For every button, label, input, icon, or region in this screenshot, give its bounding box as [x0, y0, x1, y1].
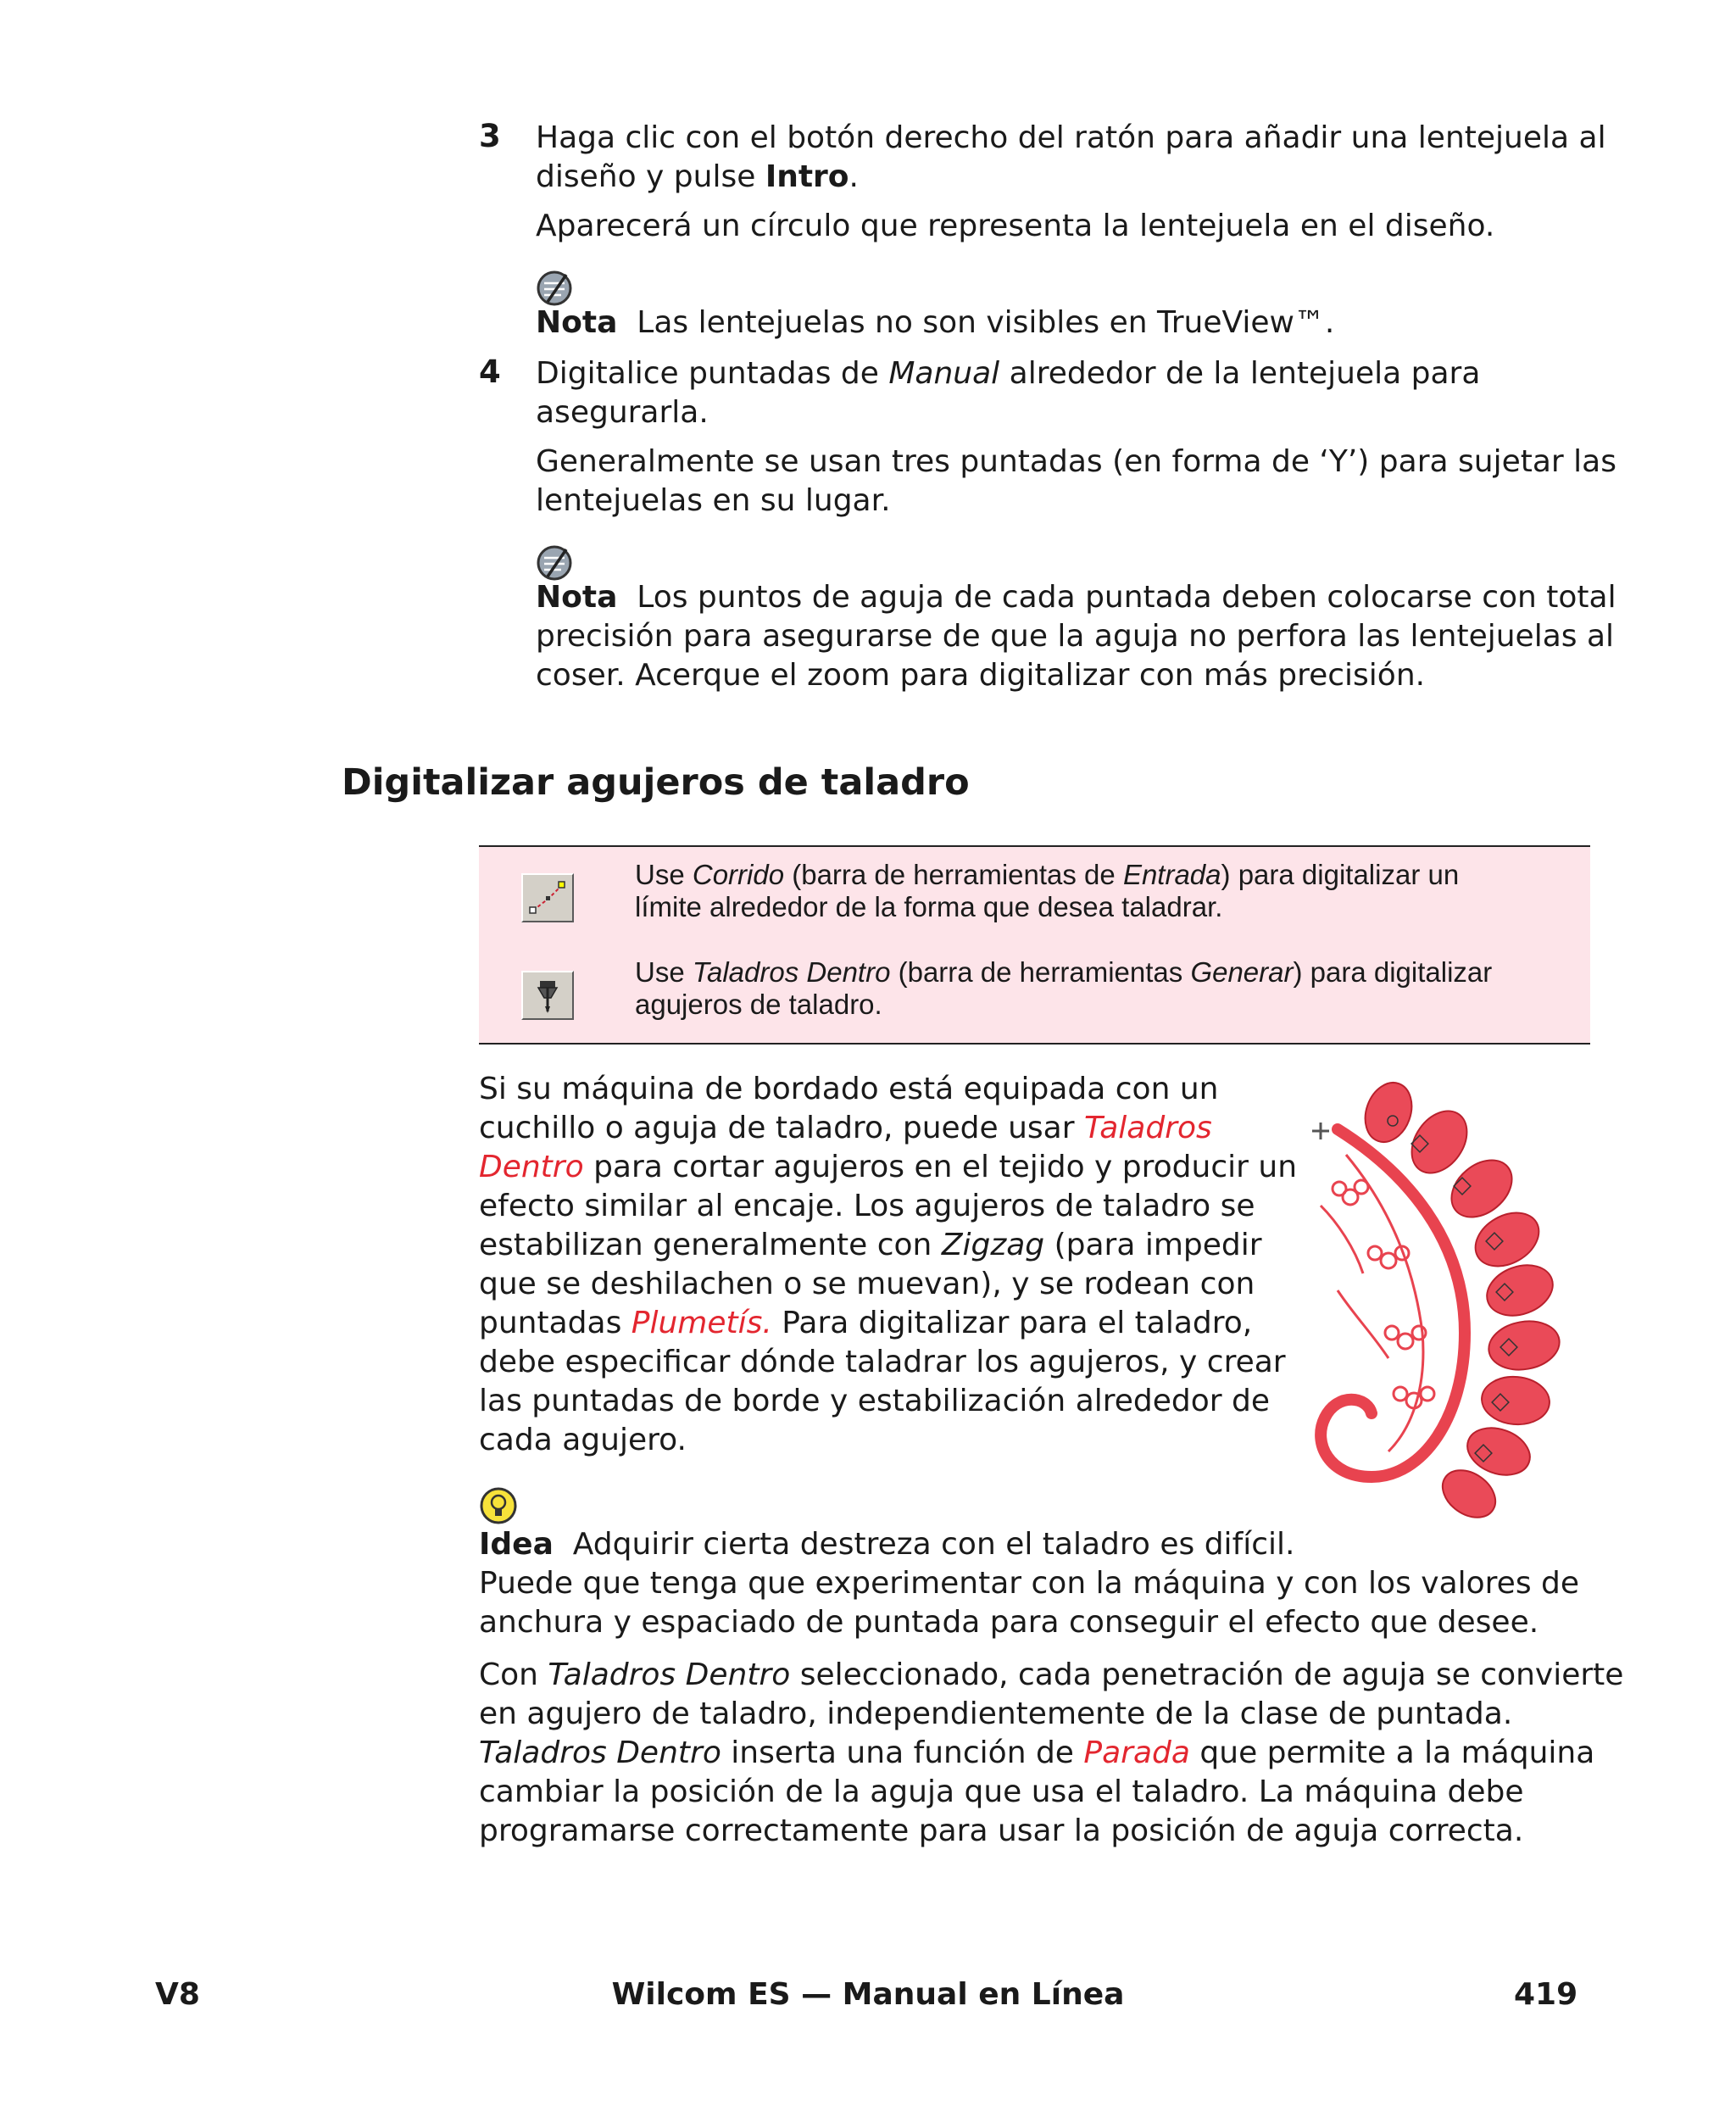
function-name: Parada [1083, 1735, 1190, 1770]
tool-text: Use [635, 956, 693, 988]
tool-name: Taladros Dentro [692, 956, 891, 988]
note-text: coser. Acerque el zoom para digitalizar con más precisión. [536, 658, 1426, 693]
idea-label: Idea [479, 1527, 554, 1562]
tool-name: Corrido [692, 859, 785, 890]
body-paragraph [479, 1070, 1297, 1460]
key-name: Intro [765, 159, 849, 194]
tool-text: agujeros de taladro. [635, 989, 882, 1020]
tool-name: Taladros [1084, 1111, 1212, 1145]
note [536, 304, 1334, 343]
step-text [536, 119, 1606, 197]
step-line: alrededor de la lentejuela para [999, 356, 1481, 391]
tool-description [635, 956, 1576, 1021]
step-text [536, 354, 1480, 432]
idea-text: Adquirir cierta destreza con el taladro es difícil. [572, 1527, 1295, 1562]
note-text: precisión para asegurarse de que la aguja no perfora las lentejuelas al [536, 619, 1615, 654]
stitch-type: Plumetís. [631, 1306, 772, 1340]
step-number: 4 [479, 354, 501, 390]
step-line: Haga clic con el botón derecho del ratón para añadir una lentejuela al [536, 120, 1606, 155]
page-number: 419 [1514, 1977, 1578, 2012]
note-label: Nota [536, 580, 618, 615]
body-line: Para digitalizar para el taladro, [771, 1306, 1253, 1340]
idea-text: Puede que tenga que experimentar con la máquina y con los valores de [479, 1566, 1580, 1601]
footer-version: V8 [155, 1977, 200, 2012]
tool-name: Dentro [479, 1150, 584, 1184]
tool-text: (barra de herramientas [890, 956, 1191, 988]
run-stitch-icon [523, 875, 572, 921]
note-text: Las lentejuelas no son visibles en TrueView™. [637, 305, 1335, 340]
body-line: Con [479, 1657, 548, 1692]
toolbar-name: Entrada [1122, 859, 1221, 890]
body-line: programarse correctamente para usar la posición de aguja correcta. [479, 1813, 1524, 1848]
drill-inside-icon [523, 972, 572, 1018]
body-line: las puntadas de borde y estabilización alrededor de [479, 1384, 1271, 1418]
body-line: que permite a la máquina [1189, 1735, 1595, 1770]
footer-title: Wilcom ES — Manual en Línea [611, 1977, 1125, 2012]
body-line: cuchillo o aguja de taladro, puede usar [479, 1111, 1084, 1145]
step-followup [536, 443, 1616, 521]
note-icon [536, 544, 573, 582]
body-line: seleccionado, cada penetración de aguja se convierte [790, 1657, 1624, 1692]
idea-text: anchura y espaciado de puntada para conseguir el efecto que desee. [479, 1605, 1539, 1640]
punctuation: . [849, 159, 859, 194]
stitch-type: Zigzag [941, 1228, 1045, 1262]
body-paragraph [479, 1656, 1623, 1851]
toolbar-name: Generar [1190, 956, 1294, 988]
note [536, 578, 1616, 695]
note-text: Los puntos de aguja de cada puntada deben colocarse con total [637, 580, 1616, 615]
tool-text: ) para digitalizar un [1221, 859, 1460, 890]
note-label: Nota [536, 305, 618, 340]
body-line: cambiar la posición de la aguja que usa el taladro. La máquina debe [479, 1774, 1524, 1809]
body-line: efecto similar al encaje. Los agujeros de taladro se [479, 1189, 1255, 1223]
run-stitch-button[interactable] [521, 873, 574, 922]
followup-line: Generalmente se usan tres puntadas (en forma de ‘Y’) para sujetar las [536, 444, 1616, 479]
body-line: que se deshilachen o se muevan), y se rodean con [479, 1267, 1255, 1301]
body-line: cada agujero. [479, 1423, 687, 1457]
body-line: puntadas [479, 1306, 632, 1340]
body-line: para cortar agujeros en el tejido y producir un [583, 1150, 1298, 1184]
step-line: asegurarla. [536, 395, 709, 430]
body-line: debe especificar dónde taladrar los agujeros, y crear [479, 1345, 1286, 1379]
tool-panel [479, 845, 1590, 1045]
tool-name: Manual [888, 356, 1000, 391]
step-number: 3 [479, 118, 501, 154]
tool-name: Taladros Dentro [479, 1735, 721, 1770]
followup-line: lentejuelas en su lugar. [536, 483, 891, 518]
body-line: inserta una función de [721, 1735, 1084, 1770]
note-icon [536, 270, 573, 307]
step-followup: Aparecerá un círculo que representa la lentejuela en el diseño. [536, 209, 1495, 243]
tool-text: ) para digitalizar [1293, 956, 1493, 988]
step-line: Digitalice puntadas de [536, 356, 889, 391]
tool-text: límite alrededor de la forma que desea taladrar. [635, 891, 1223, 922]
section-heading: Digitalizar agujeros de taladro [342, 761, 970, 804]
drill-inside-button[interactable] [521, 971, 574, 1020]
tool-text: Use [635, 859, 693, 890]
embroidery-illustration [1287, 1078, 1592, 1536]
tool-name: Taladros Dentro [548, 1657, 791, 1692]
tool-text: (barra de herramientas de [784, 859, 1123, 890]
body-line: estabilizan generalmente con [479, 1228, 942, 1262]
body-line: en agujero de taladro, independientemente de la clase de puntada. [479, 1696, 1513, 1731]
tool-description [635, 859, 1576, 923]
idea-tip [479, 1525, 1579, 1642]
body-line: Si su máquina de bordado está equipada con un [479, 1072, 1219, 1106]
body-line: (para impedir [1044, 1228, 1262, 1262]
idea-bulb-icon [479, 1486, 518, 1525]
step-line: diseño y pulse [536, 159, 765, 194]
